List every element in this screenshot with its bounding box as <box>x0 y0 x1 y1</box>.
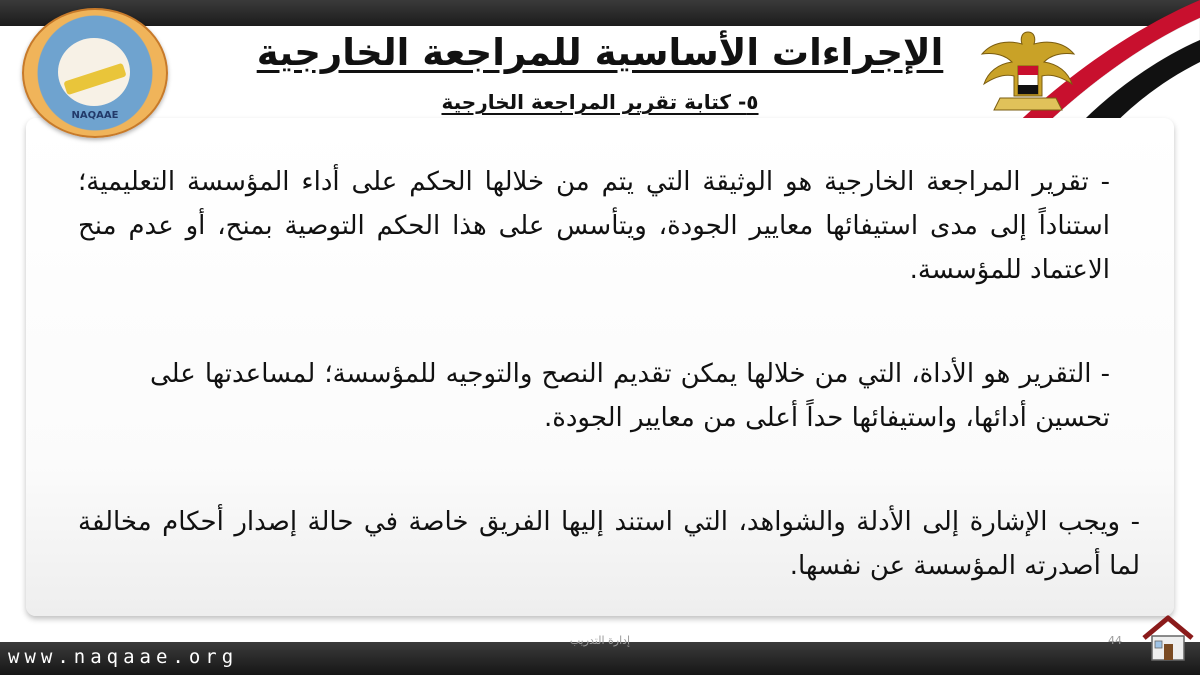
website-url[interactable]: www.naqaae.org <box>8 646 239 668</box>
page-title: الإجراءات الأساسية للمراجعة الخارجية <box>256 31 944 74</box>
naqaae-logo-icon <box>22 8 168 138</box>
paragraph-report-tool: - التقرير هو الأداة، التي من خلالها يمكن تقديم النصح والتوجيه للمؤسسة؛ لمساعدتها على تحسين أدائها، واستيفائها حداً أعلى من معايير الجودة. <box>150 359 1110 433</box>
egypt-eagle-emblem-icon <box>978 26 1078 114</box>
section-subtitle: ٥- كتابة تقرير المراجعة الخارجية <box>441 90 759 114</box>
logo-acronym: NAQAAE <box>71 110 119 121</box>
page-number: 44 <box>1108 634 1122 647</box>
footer-department: إدارة التدريب <box>569 634 631 647</box>
home-icon[interactable] <box>1140 612 1196 664</box>
paragraph-report-definition: - تقرير المراجعة الخارجية هو الوثيقة التي يتم من خلالها الحكم على أداء المؤسسة التعليمية؛ استناداً إلى مدى استيفائها معايير الجودة، ويتأسس على هذا الحكم التوصية بمنح، أو عدم منح الاعتماد للمؤسسة. <box>78 167 1110 285</box>
paragraph-evidence: - ويجب الإشارة إلى الأدلة والشواهد، التي استند إليها الفريق خاصة في حالة إصدار أحكام مخالفة لما أصدرته المؤسسة عن نفسها. <box>78 507 1140 581</box>
